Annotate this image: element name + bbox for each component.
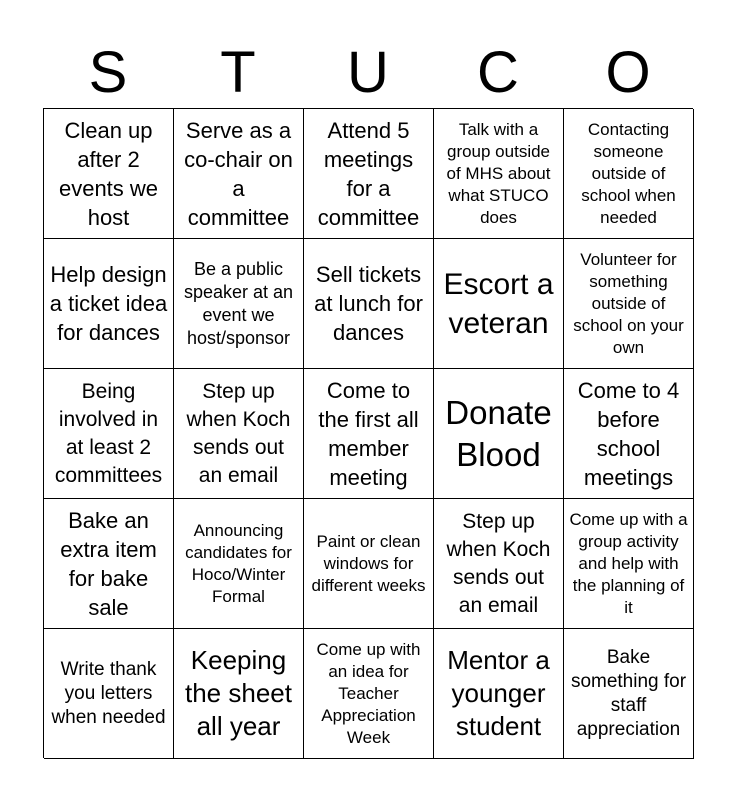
bingo-cell-text: Being involved in at least 2 committees	[54, 379, 163, 487]
bingo-cell-text: Come to 4 before school meetings	[577, 377, 680, 490]
bingo-cell-text: Help design a ticket idea for dances	[49, 262, 168, 345]
header-letter-c: C	[477, 40, 519, 105]
bingo-cell-text: Announcing candidates for Hoco/Winter Formal	[185, 520, 292, 606]
bingo-cell[interactable]	[304, 629, 434, 759]
bingo-cell[interactable]	[44, 629, 174, 759]
bingo-cell[interactable]	[434, 499, 564, 629]
bingo-cell-text: Clean up after 2 events we host	[58, 117, 159, 230]
bingo-cell-text: Sell tickets at lunch for dances	[314, 262, 423, 345]
bingo-cell-text: Escort a veteran	[443, 267, 554, 340]
bingo-cell-text: Bake something for staff appreciation	[570, 646, 687, 740]
bingo-cell[interactable]	[304, 109, 434, 239]
bingo-cell[interactable]	[174, 369, 304, 499]
bingo-cell[interactable]	[434, 369, 564, 499]
bingo-cell[interactable]	[434, 239, 564, 369]
bingo-cell[interactable]	[174, 499, 304, 629]
bingo-cell[interactable]	[44, 109, 174, 239]
header-letter-u: U	[347, 40, 389, 105]
bingo-header	[43, 38, 693, 108]
bingo-cell-text: Bake an extra item for bake sale	[60, 507, 157, 620]
bingo-cell[interactable]	[44, 239, 174, 369]
bingo-cell-text: Attend 5 meetings for a committee	[317, 117, 420, 230]
bingo-cell-text: Step up when Koch sends out an email	[446, 509, 551, 617]
bingo-cell-text: Talk with a group outside of MHS about what STUCO does	[446, 119, 551, 227]
bingo-cell-text: Paint or clean windows for different weeks	[311, 531, 426, 595]
header-letter-t: T	[220, 40, 256, 105]
bingo-cell-text: Come up with a group activity and help with the planning of it	[569, 509, 688, 617]
bingo-cell[interactable]	[564, 629, 694, 759]
header-letter-s: S	[88, 40, 128, 105]
bingo-cell[interactable]	[44, 369, 174, 499]
bingo-cell[interactable]	[174, 629, 304, 759]
bingo-cell[interactable]	[434, 109, 564, 239]
bingo-cell[interactable]	[44, 499, 174, 629]
bingo-cell[interactable]	[434, 629, 564, 759]
bingo-cell[interactable]	[304, 239, 434, 369]
bingo-cell[interactable]	[304, 369, 434, 499]
bingo-cell-text: Volunteer for something outside of school on your own	[573, 249, 684, 357]
bingo-board	[43, 108, 693, 758]
bingo-cell-text: Mentor a younger student	[447, 645, 550, 741]
bingo-cell[interactable]	[564, 109, 694, 239]
bingo-cell[interactable]	[304, 499, 434, 629]
bingo-cell[interactable]	[564, 369, 694, 499]
bingo-cell-text: Come up with an idea for Teacher Appreciation Week	[316, 639, 421, 747]
bingo-cell-text: Serve as a co-chair on a committee	[184, 117, 293, 230]
bingo-cell[interactable]	[564, 239, 694, 369]
bingo-cell-text: Be a public speaker at an event we host/sponsor	[183, 258, 294, 348]
bingo-cell-text: Step up when Koch sends out an email	[186, 379, 291, 487]
bingo-cell[interactable]	[174, 109, 304, 239]
bingo-cell-text: Contacting someone outside of school when needed	[581, 119, 676, 227]
bingo-cell-text: Write thank you letters when needed	[51, 658, 166, 728]
bingo-cell-text: Keeping the sheet all year	[185, 645, 292, 741]
bingo-cell-text: Come to the first all member meeting	[318, 377, 419, 490]
bingo-cell[interactable]	[174, 239, 304, 369]
bingo-cell[interactable]	[564, 499, 694, 629]
bingo-cell-text: Donate Blood	[445, 393, 552, 473]
header-letter-o: O	[605, 40, 651, 105]
